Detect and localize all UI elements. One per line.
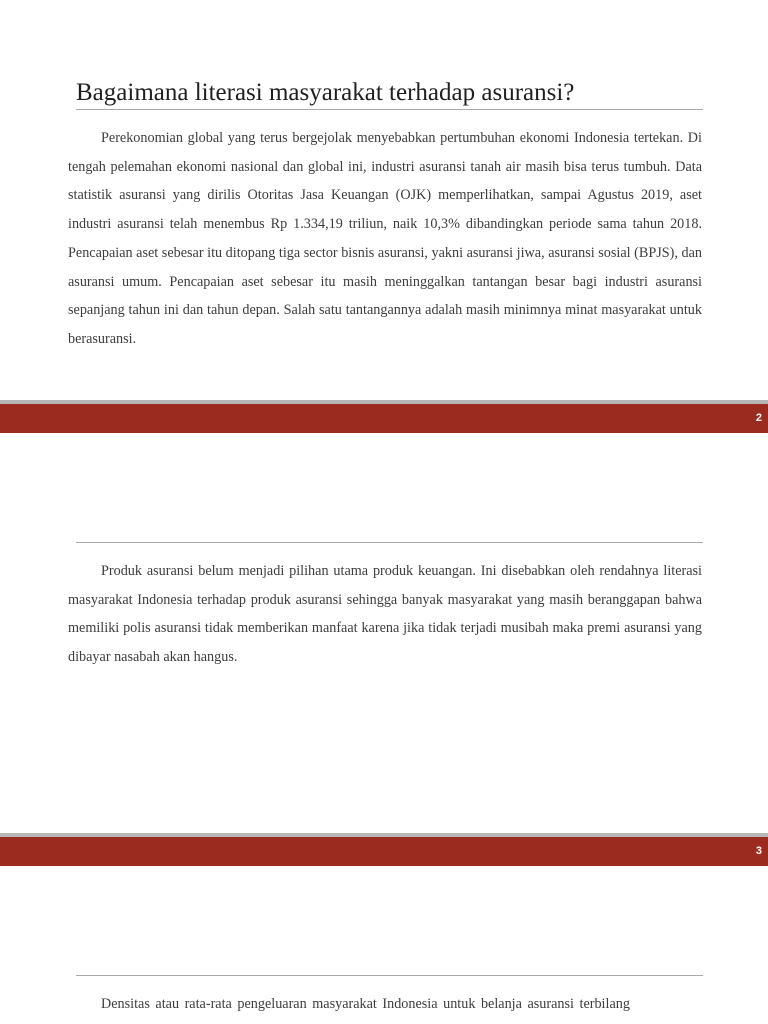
body-paragraph: Densitas atau rata-rata pengeluaran masyarakat Indonesia untuk belanja asuransi terbilang (101, 996, 630, 1012)
title-divider (76, 542, 703, 543)
title-divider (76, 975, 703, 976)
slide-4 (0, 866, 768, 1024)
slide-3 (0, 433, 768, 867)
slide-2 (0, 0, 768, 434)
page-number: 2 (755, 412, 762, 424)
footer-red-bar (0, 837, 768, 866)
body-paragraph: Perekonomian global yang terus bergejolak menyebabkan pertumbuhan ekonomi Indonesia tertekan. Di tengah pelemahan ekonomi nasional dan global ini, industri asuransi tanah air masih bisa terus tumbuh. Data statistik asuransi yang dirilis Otoritas Jasa Keuangan (OJK) memperlihatkan, sampai Agustus 2019, aset industri asuransi telah menembus Rp 1.334,19 triliun, naik 10,3% dibandingkan periode sama tahun 2018. Pencapaian aset sebesar itu ditopang tiga sector bisnis asuransi, yakni asuransi jiwa, asuransi sosial (BPJS), dan asuransi umum. Pencapaian aset sebesar itu masih meninggalkan tantangan besar bagi industri asuransi sepanjang tahun ini dan tahun depan. Salah satu tantangannya adalah masih minimnya minat masyarakat untuk berasuransi. (68, 130, 702, 347)
page-footer-band (0, 833, 768, 866)
page-number: 3 (755, 845, 762, 857)
footer-red-bar (0, 404, 768, 433)
body-paragraph: Produk asuransi belum menjadi pilihan utama produk keuangan. Ini disebabkan oleh rendahnya literasi masyarakat Indonesia terhadap produk asuransi sehingga banyak masyarakat yang masih beranggapan bahwa memiliki polis asuransi tidak memberikan manfaat karena jika tidak terjadi musibah maka premi asuransi yang dibayar nasabah akan hangus. (68, 563, 702, 666)
slide-title: Bagaimana literasi masyarakat terhadap asuransi? (76, 79, 575, 106)
title-divider (76, 109, 703, 110)
page-footer-band (0, 400, 768, 433)
